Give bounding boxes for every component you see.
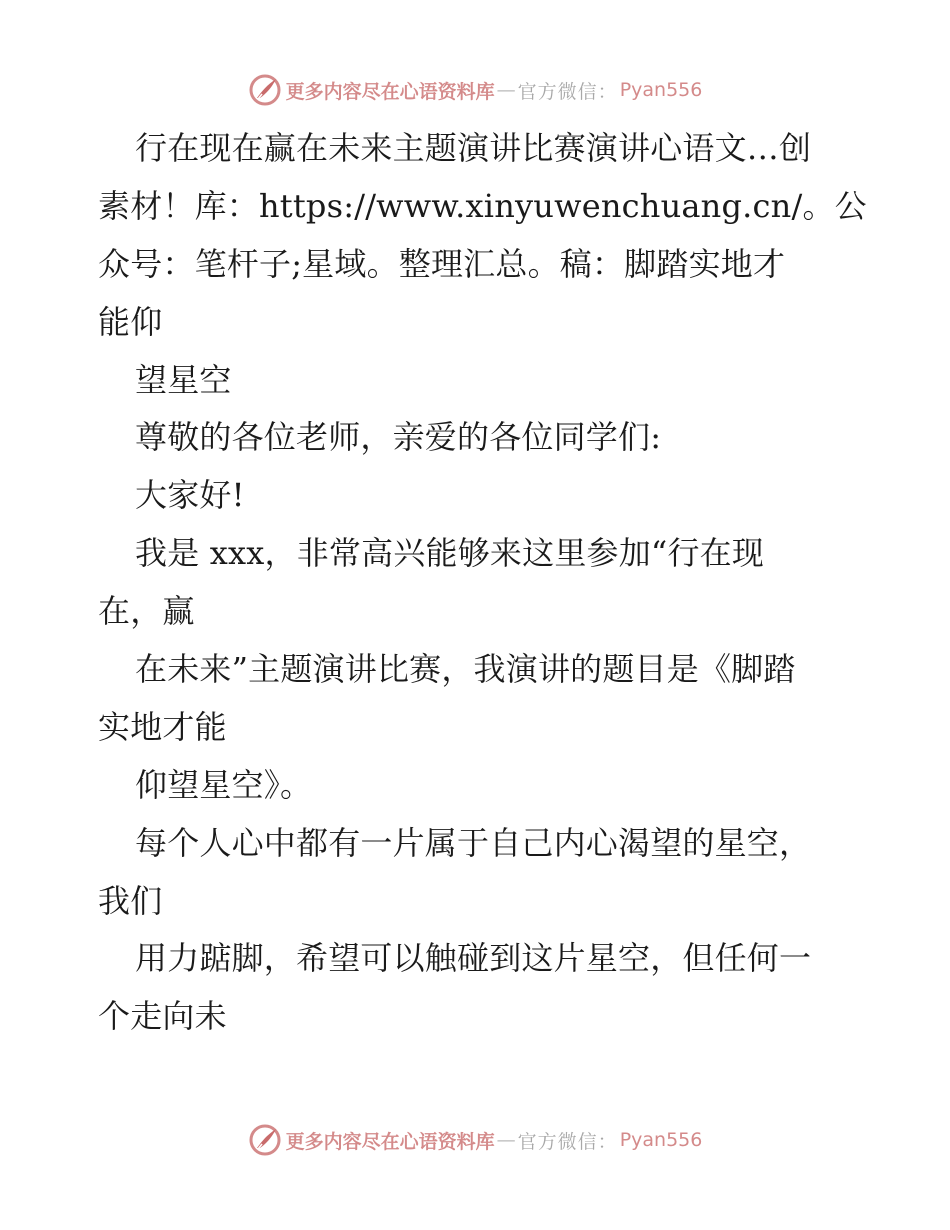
body-line: 尊敬的各位老师，亲爱的各位同学们: [135,418,662,457]
watermark-wechat-label: 官方微信： [517,80,618,103]
body-line: 众号：笔杆子;星域。整理汇总。稿：脚踏实地才 [98,244,786,283]
watermark-wechat-id: Pyan556 [619,1129,703,1151]
watermark-main-text: 更多内容尽在心语资料库 [285,80,495,103]
body-line: 每个人心中都有一片属于自己内心渴望的星空， [135,823,812,862]
body-line: 实地才能 [98,707,227,746]
body-line: 素材！库：https://www.xinyuwenchuang.cn/。公 [98,186,867,225]
body-line: 大家好! [135,476,245,515]
watermark-main-text: 更多内容尽在心语资料库 [285,1130,495,1153]
body-line: 我是 xxx，非常高兴能够来这里参加“行在现 [135,534,765,573]
body-line: 仰望星空》。 [135,765,313,804]
watermark-wechat-id: Pyan556 [619,79,703,101]
watermark-dash: — [496,1129,516,1151]
body-line: 望星空 [135,360,232,399]
quill-logo-icon [248,1123,282,1157]
watermark-wechat-label: 官方微信： [517,1130,618,1153]
body-line: 我们 [98,881,163,920]
body-line: 用力踮脚，希望可以触碰到这片星空，但任何一 [135,939,812,978]
body-line: 能仰 [98,302,163,341]
footer-watermark [0,1120,950,1160]
header-watermark [0,70,950,110]
body-line: 在未来”主题演讲比赛，我演讲的题目是《脚踏 [135,650,796,689]
watermark-dash: — [496,79,516,101]
body-line: 行在现在赢在未来主题演讲比赛演讲心语文…创 [135,129,812,167]
quill-logo-icon [248,73,282,107]
document-body [98,120,867,1046]
body-line: 在，赢 [98,592,195,631]
body-line: 个走向未 [98,997,227,1036]
